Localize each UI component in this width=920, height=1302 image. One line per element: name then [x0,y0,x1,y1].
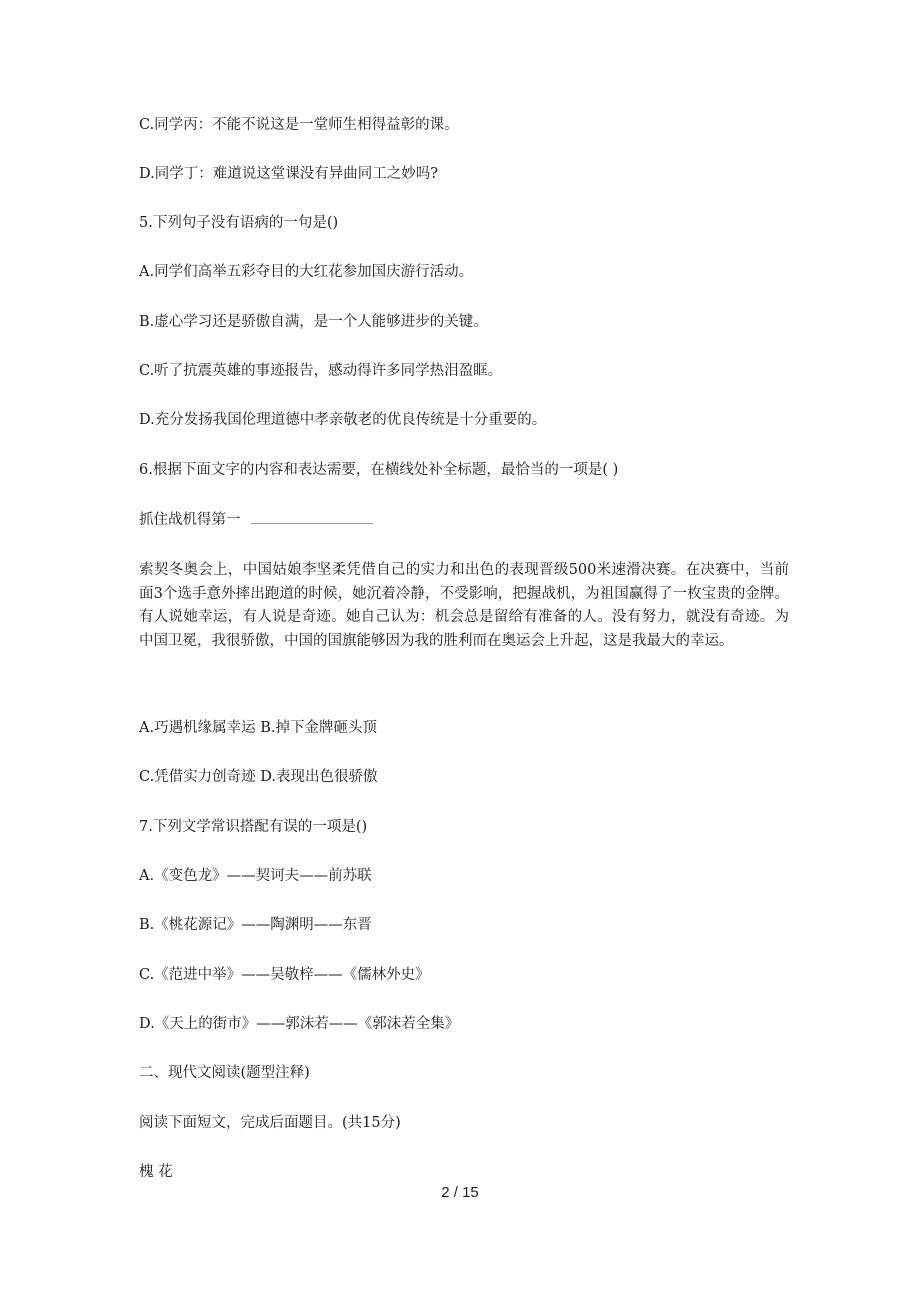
question-7-option-c: C.《范进中举》——吴敬梓——《儒林外史》 [139,967,430,983]
question-5-option-d: D.充分发扬我国伦理道德中孝亲敬老的优良传统是十分重要的。 [139,412,547,428]
question-6-options-ab: A.巧遇机缘属幸运 B.掉下金牌砸头顶 [139,720,377,736]
question-7-option-d: D.《天上的街市》——郭沫若——《郭沫若全集》 [139,1016,460,1032]
question-6-title: 抓住战机得第一 [139,512,241,528]
question-7-option-b: B.《桃花源记》——陶渊明——东晋 [139,917,372,933]
question-6-title-line [139,509,789,530]
question-6-passage: 索契冬奥会上，中国姑娘李坚柔凭借自己的实力和出色的表现晋级500米速滑决赛。在决赛中，当前面3个选手意外摔出跑道的时候，她沉着冷静，不受影响，把握战机，为祖国赢得了一枚宝贵的金牌。有人说她幸运，有人说是奇迹。她自己认为：机会总是留给有准备的人。没有努力，就没有奇迹。为中国卫冕，我很骄傲，中国的国旗能够因为我的胜利而在奥运会上升起，这是我最大的幸运。 [139,562,789,649]
answer-blank [251,509,373,524]
section-heading: 二、现代文阅读(题型注释) [139,1065,310,1081]
article-title: 槐 花 [139,1164,173,1180]
question-5-option-b: B.虚心学习还是骄傲自满，是一个人能够进步的关键。 [139,314,488,330]
question-6-stem: 6.根据下面文字的内容和表达需要，在横线处补全标题，最恰当的一项是( ) [139,462,619,478]
reading-instruction: 阅读下面短文，完成后面题目。(共15分) [139,1115,401,1131]
question-7-stem: 7.下列文学常识搭配有误的一项是() [139,819,368,835]
question-4-option-d: D.同学丁：难道说这堂课没有异曲同工之妙吗? [139,166,438,182]
question-4-option-c: C.同学丙：不能不说这是一堂师生相得益彰的课。 [139,117,459,133]
question-7-option-a: A.《变色龙》——契诃夫——前苏联 [139,868,372,884]
question-5-option-c: C.听了抗震英雄的事迹报告，感动得许多同学热泪盈眶。 [139,363,503,379]
question-5-stem: 5.下列句子没有语病的一句是() [139,215,339,231]
question-6-options-cd: C.凭借实力创奇迹 D.表现出色很骄傲 [139,769,378,785]
page-number: 2 / 15 [441,1184,479,1201]
question-5-option-a: A.同学们高举五彩夺目的大红花参加国庆游行活动。 [139,264,474,280]
